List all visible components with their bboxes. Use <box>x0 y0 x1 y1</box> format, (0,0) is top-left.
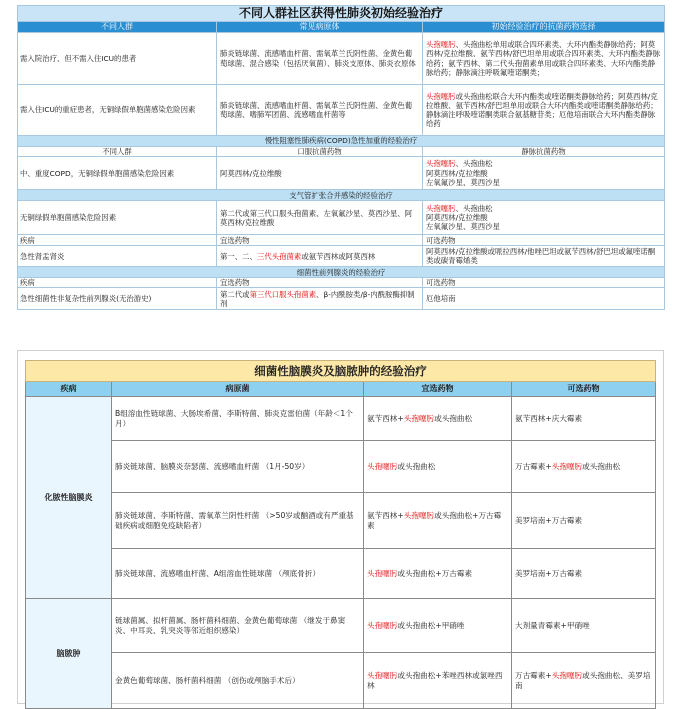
table-row <box>26 493 656 549</box>
iv-cell <box>423 157 665 190</box>
drug-text: 或头孢曲松+万古霉素 <box>397 568 473 578</box>
table-row <box>26 397 656 441</box>
alternative-cell: 阿莫西林/克拉维酸或哌拉西林/他唑巴坦或氨苄西林/舒巴坦或氟喹诺酮类或碳青霉烯类 <box>423 246 665 267</box>
disease-cell: 急性肾盂肾炎 <box>18 246 217 267</box>
alternative-cell <box>512 549 656 599</box>
drug-text: 大剂量青霉素+甲硝唑 <box>515 620 590 630</box>
header-pathogens: 常见病原体 <box>217 22 423 33</box>
drug-text: 左氧氟沙星、莫西沙星 <box>426 177 500 187</box>
drug-text: 或头孢曲松联合大环内酯类或喹诺酮类静脉给药；阿莫西林/克拉维酸、氨苄西林/舒巴坦单用或联合大环内酯类或喹诺酮类静脉给药；静脉滴注呼吸喹诺酮类联合氨基糖苷类；厄他培南联合大环内酯类静脉给药 <box>426 91 658 129</box>
drug-text: 或头孢曲松、美罗培南 <box>515 671 651 690</box>
drug-text: 氨苄西林+ <box>367 511 404 521</box>
alternative-cell <box>512 397 656 441</box>
population-cell: 中、重度COPD，无铜绿假单胞菌感染危险因素 <box>18 157 217 190</box>
meningitis-title: 细菌性脑膜炎及脑脓肿的经验治疗 <box>26 361 656 382</box>
table-row <box>26 653 656 709</box>
alternative-cell <box>512 653 656 709</box>
pathogen-cell: B组溶血性链球菌、大肠埃希菌、李斯特菌、肺炎克雷伯菌（年龄＜1个月） <box>112 397 364 441</box>
preferred-cell <box>217 246 423 267</box>
drug-text: 第二代或 <box>220 289 250 299</box>
preferred-cell <box>217 288 423 310</box>
col-alternative: 可选药物 <box>423 278 665 288</box>
alternative-cell <box>512 441 656 493</box>
drug-text: 美罗培南+万古霉素 <box>515 515 583 525</box>
pathogen-cell: 链球菌属、拟杆菌属、肠杆菌科细菌、金黄色葡萄球菌 （继发于鼻窦炎、中耳炎、乳突炎等邻近组织感染） <box>112 599 364 653</box>
drug-text: 、β-内酰胺类/β-内酰胺酶抑制剂 <box>220 289 415 308</box>
copd-title: 慢性阻塞性肺疾病(COPD)急性加重的经验治疗 <box>18 136 665 147</box>
copd-header-population: 不同人群 <box>18 147 217 157</box>
preferred-cell <box>364 653 512 709</box>
cap-header-row <box>18 22 665 33</box>
meningitis-header-row <box>26 382 656 397</box>
preferred-cell <box>364 599 512 653</box>
pathogen-cell: 金黄色葡萄球菌、肠杆菌科细菌 （创伤或颅脑手术后） <box>112 653 364 709</box>
disease-cell: 急性细菌性非复杂性前列腺炎(无治游史) <box>18 288 217 310</box>
bronch-title: 支气管扩张合并感染的经验治疗 <box>18 190 665 201</box>
preferred-cell <box>364 397 512 441</box>
highlighted-drug: 头孢噻肟 <box>426 91 456 101</box>
copd-header-row <box>18 147 665 157</box>
drug-text: 阿莫西林/克拉维酸 <box>426 168 488 178</box>
header-alternative: 可选药物 <box>512 382 656 397</box>
drug-text: 万古霉素+ <box>515 671 552 681</box>
prost-title: 细菌性前列腺炎的经验治疗 <box>18 267 665 278</box>
pyelo-header-row <box>18 235 665 246</box>
drugs-cell <box>423 33 665 85</box>
oral-cell: 第二代或第三代口服头孢菌素、左氧氟沙星、莫西沙星、阿莫西林/克拉维酸 <box>217 201 423 235</box>
drug-text: 美罗培南+万古霉素 <box>515 568 583 578</box>
header-population: 不同人群 <box>18 22 217 33</box>
drug-text: 或头孢曲松+甲硝唑 <box>397 620 465 630</box>
alternative-cell: 厄他培南 <box>423 288 665 310</box>
section-title-row <box>18 267 665 278</box>
drug-text: 万古霉素+ <box>515 461 552 471</box>
oral-cell: 阿莫西林/克拉维酸 <box>217 157 423 190</box>
drug-text: 或头孢曲松 <box>582 461 621 471</box>
alternative-cell <box>512 493 656 549</box>
highlighted-drug: 头孢噻肟 <box>403 413 435 423</box>
population-cell: 需入住ICU的重症患者，无铜绿假单胞菌感染危险因素 <box>18 85 217 136</box>
table-row <box>18 157 665 190</box>
cap-title: 不同人群社区获得性肺炎初始经验治疗 <box>18 6 665 22</box>
drug-text: 或头孢曲松 <box>434 413 473 423</box>
section-title-row <box>18 190 665 201</box>
highlighted-drug: 第三代口服头孢菌素 <box>249 289 317 299</box>
section-title-row <box>18 136 665 147</box>
copd-header-oral: 口服抗菌药物 <box>217 147 423 157</box>
highlighted-drug: 三代头孢菌素 <box>256 251 302 261</box>
pathogen-cell: 肺炎链球菌、脑膜炎奈瑟菌、流感嗜血杆菌 （1月-50岁） <box>112 441 364 493</box>
drug-text: 左氧氟沙星、莫西沙星 <box>426 222 500 232</box>
drug-text: 或头孢曲松+万古霉素 <box>367 511 502 530</box>
header-preferred: 宜选药物 <box>364 382 512 397</box>
prost-header-row <box>18 278 665 288</box>
meningitis-treatment-table <box>25 360 656 709</box>
drug-text: 氨苄西林+庆大霉素 <box>515 413 583 423</box>
preferred-cell <box>364 493 512 549</box>
highlighted-drug: 头孢噻肟 <box>551 671 583 681</box>
pathogens-cell: 肺炎链球菌、流感嗜血杆菌、需氧革兰氏阴性菌、金黄色葡萄球菌、混合感染（包括厌氧菌）、肺炎支原体、肺炎衣原体 <box>217 33 423 85</box>
highlighted-drug: 头孢噻肟 <box>426 159 456 169</box>
table-row <box>26 441 656 493</box>
header-drugs: 初始经验治疗的抗菌药物选择 <box>423 22 665 33</box>
pathogen-cell: 肺炎链球菌、李斯特菌、需氧革兰阴性杆菌 （>50岁或酗酒或有严重基础疾病或细胞免疫缺陷者） <box>112 493 364 549</box>
table-row <box>18 85 665 136</box>
drug-text: 、头孢曲松单用或联合四环素类、大环内酯类静脉给药；阿莫西林/克拉维酸、氨苄西林/舒巴坦单用或联合四环素类、大环内酯类静脉给药；氨苄西林、第二代头孢菌素单用或联合四环素类、大环内酯类静脉给药；静脉滴注呼吸氟喹诺酮类； <box>426 40 661 77</box>
highlighted-drug: 头孢噻肟 <box>367 568 398 578</box>
pathogen-cell: 肺炎链球菌、流感嗜血杆菌、A组溶血性链球菌 （颅底骨折） <box>112 549 364 599</box>
iv-cell <box>423 201 665 235</box>
drug-text: 阿莫西林/克拉维酸 <box>426 213 488 223</box>
highlighted-drug: 头孢噻肟 <box>403 511 435 521</box>
highlighted-drug: 头孢噻肟 <box>426 40 456 50</box>
highlighted-drug: 头孢噻肟 <box>367 461 398 471</box>
header-pathogen: 病原菌 <box>112 382 364 397</box>
table-row <box>18 201 665 235</box>
alternative-cell <box>512 599 656 653</box>
highlighted-drug: 头孢噻肟 <box>367 671 398 681</box>
pathogens-cell: 肺炎链球菌、流感嗜血杆菌、需氧革兰氏阴性菌、金黄色葡萄球菌、嗜肺军团菌、流感嗜血杆菌等 <box>217 85 423 136</box>
copd-header-iv: 静脉抗菌药物 <box>423 147 665 157</box>
header-disease: 疾病 <box>26 382 112 397</box>
drug-text: 或头孢曲松+苯唑西林或氯唑西林 <box>367 671 503 690</box>
disease-meningitis: 化脓性脑膜炎 <box>26 397 112 599</box>
drug-text: 、头孢曲松 <box>455 203 493 213</box>
drug-text: 第一、二、 <box>220 251 257 261</box>
drugs-cell <box>423 85 665 136</box>
drug-text: 或头孢曲松 <box>397 461 436 471</box>
col-preferred: 宜选药物 <box>217 235 423 246</box>
col-preferred: 宜选药物 <box>217 278 423 288</box>
table-row <box>18 33 665 85</box>
table-row <box>26 549 656 599</box>
highlighted-drug: 头孢噻肟 <box>551 461 583 471</box>
table-row <box>18 246 665 267</box>
drug-text: 氨苄西林+ <box>367 413 404 423</box>
table-row <box>26 599 656 653</box>
col-alternative: 可选药物 <box>423 235 665 246</box>
population-cell: 需入院治疗、但不需入住ICU的患者 <box>18 33 217 85</box>
highlighted-drug: 头孢噻肟 <box>367 620 398 630</box>
population-cell: 无铜绿假单胞菌感染危险因素 <box>18 201 217 235</box>
col-disease: 疾病 <box>18 235 217 246</box>
highlighted-drug: 头孢噻肟 <box>426 203 456 213</box>
disease-abscess: 脑脓肿 <box>26 599 112 709</box>
drug-text: 或氨苄西林或阿莫西林 <box>301 251 376 261</box>
drug-text: 、头孢曲松 <box>455 159 493 169</box>
table-row <box>18 288 665 310</box>
cap-treatment-table <box>17 5 665 310</box>
preferred-cell <box>364 549 512 599</box>
col-disease: 疾病 <box>18 278 217 288</box>
preferred-cell <box>364 441 512 493</box>
